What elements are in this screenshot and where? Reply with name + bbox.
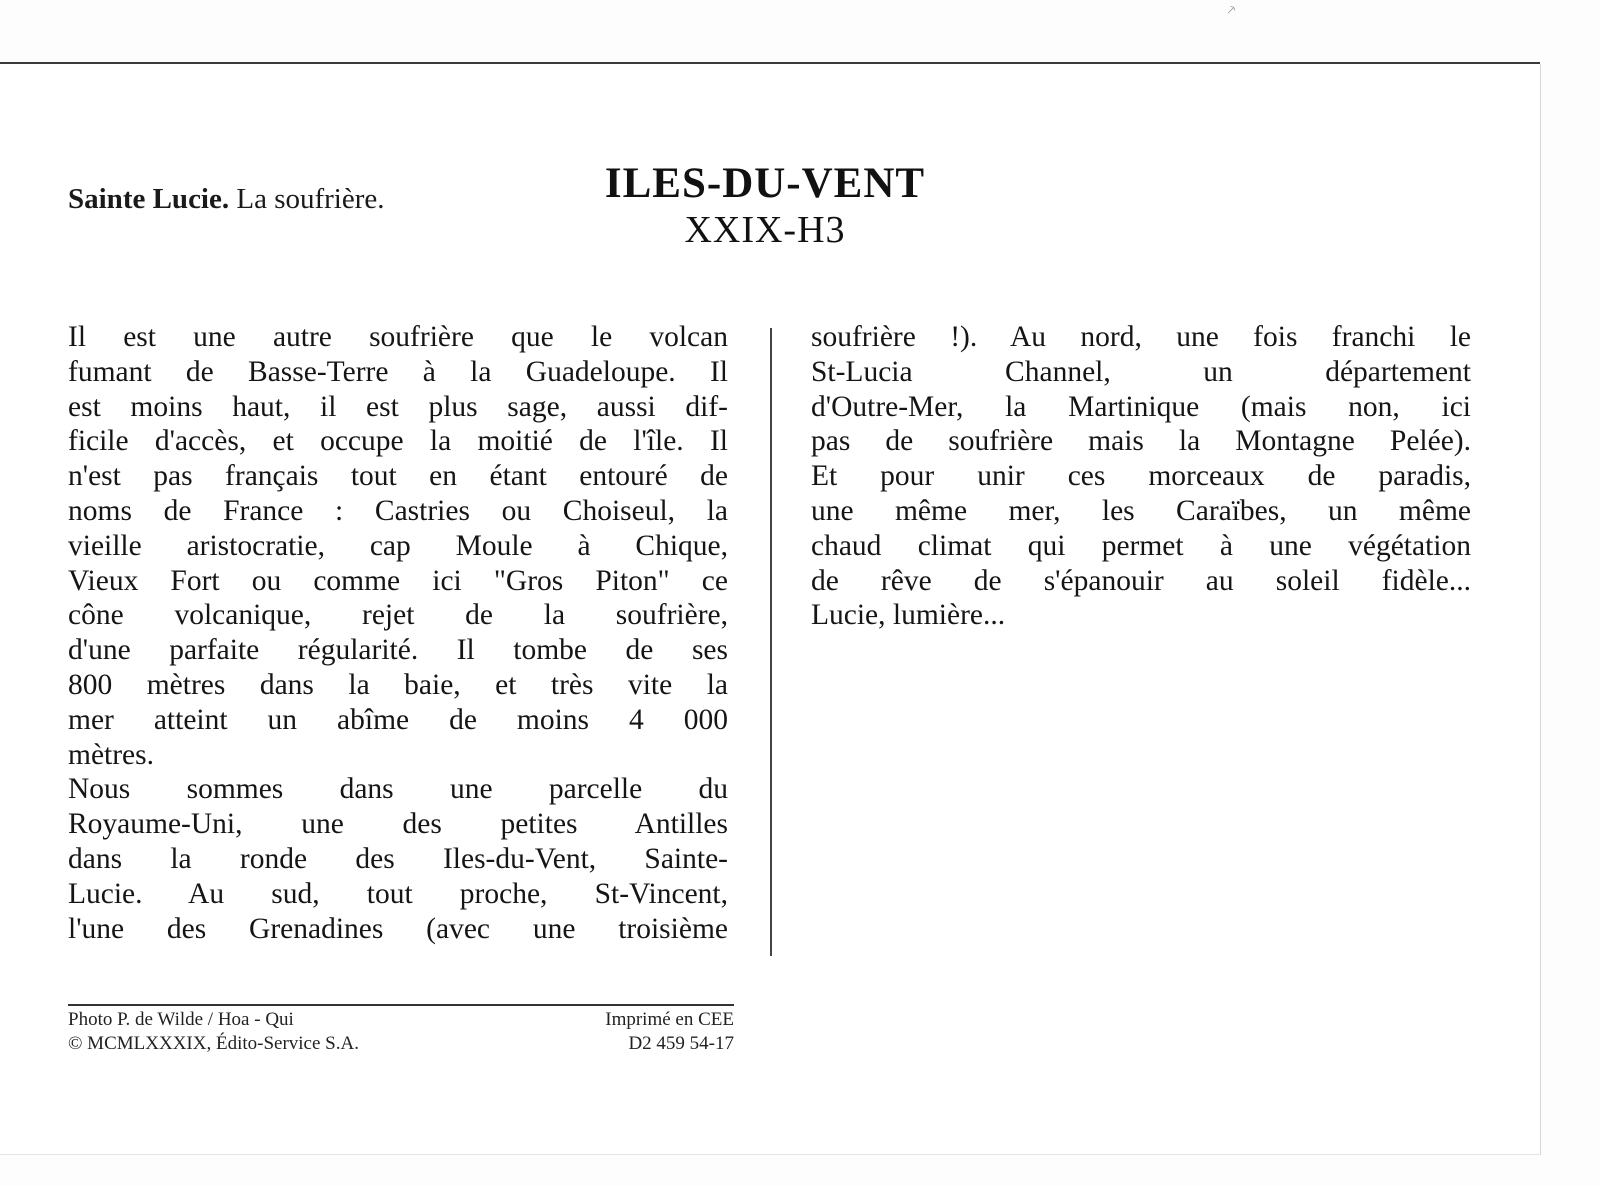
text-line: mètres.	[68, 738, 155, 771]
text-line: de rêve de s'épanouir au soleil fidèle...	[811, 564, 1471, 597]
text-line: d'une parfaite régularité. Il tombe de ses	[68, 634, 728, 667]
text-line: Nous sommes dans une parcelle du	[68, 773, 728, 806]
photo-caption	[68, 183, 385, 216]
series-header	[560, 160, 970, 252]
text-line: mer atteint un abîme de moins 4 000	[68, 703, 728, 736]
text-line: Vieux Fort ou comme ici "Gros Piton" ce	[68, 564, 728, 597]
text-line: vieille aristocratie, cap Moule à Chique,	[68, 529, 728, 562]
footer-credits	[68, 1008, 359, 1056]
text-line: Et pour unir ces morceaux de paradis,	[811, 460, 1471, 493]
text-line: soufrière !). Au nord, une fois franchi le	[811, 321, 1471, 353]
text-line: St-Lucia Channel, un département	[811, 355, 1471, 388]
text-column-left	[68, 320, 728, 946]
scan-speck: ⸕	[1226, 2, 1237, 18]
text-line: noms de France : Castries ou Choiseul, la	[68, 494, 728, 527]
series-code: XXIX-H3	[684, 209, 846, 251]
text-line: chaud climat qui permet à une végétation	[811, 529, 1471, 562]
text-line: Royaume-Uni, une des petites Antilles	[68, 808, 728, 841]
text-line: Il est une autre soufrière que le volcan	[68, 321, 728, 353]
text-line: Lucie, lumière...	[811, 599, 1006, 632]
series-title: ILES-DU-VENT	[604, 160, 926, 207]
text-line: 800 mètres dans la baie, et très vite la	[68, 668, 728, 701]
text-line: n'est pas français tout en étant entouré de	[68, 460, 728, 493]
text-line: est moins haut, il est plus sage, aussi dif-	[68, 390, 728, 423]
text-line: ficile d'accès, et occupe la moitié de l'île. Il	[68, 425, 728, 458]
column-divider	[770, 328, 772, 956]
text-column-right	[811, 320, 1471, 633]
text-line: cône volcanique, rejet de la soufrière,	[68, 599, 728, 632]
footer-rule	[68, 1004, 734, 1006]
text-line: dans la ronde des Iles-du-Vent, Sainte-	[68, 842, 728, 875]
reference-number: D2 459 54-17	[628, 1033, 734, 1054]
text-line: pas de soufrière mais la Montagne Pelée).	[811, 425, 1471, 458]
photo-credit: Photo P. de Wilde / Hoa - Qui	[68, 1009, 294, 1030]
caption-place: Sainte Lucie.	[68, 183, 230, 215]
text-line: fumant de Basse-Terre à la Guadeloupe. Il	[68, 355, 728, 388]
text-line: d'Outre-Mer, la Martinique (mais non, ici	[811, 390, 1471, 423]
text-line: l'une des Grenadines (avec une troisième	[68, 912, 728, 945]
text-line: une même mer, les Caraïbes, un même	[811, 494, 1471, 527]
footer-print-info	[440, 1008, 734, 1056]
copyright-notice: © MCMLXXXIX, Édito-Service S.A.	[68, 1033, 359, 1054]
text-line: Lucie. Au sud, tout proche, St-Vincent,	[68, 877, 728, 910]
caption-subject: La soufrière.	[236, 183, 385, 215]
print-location: Imprimé en CEE	[605, 1009, 734, 1030]
